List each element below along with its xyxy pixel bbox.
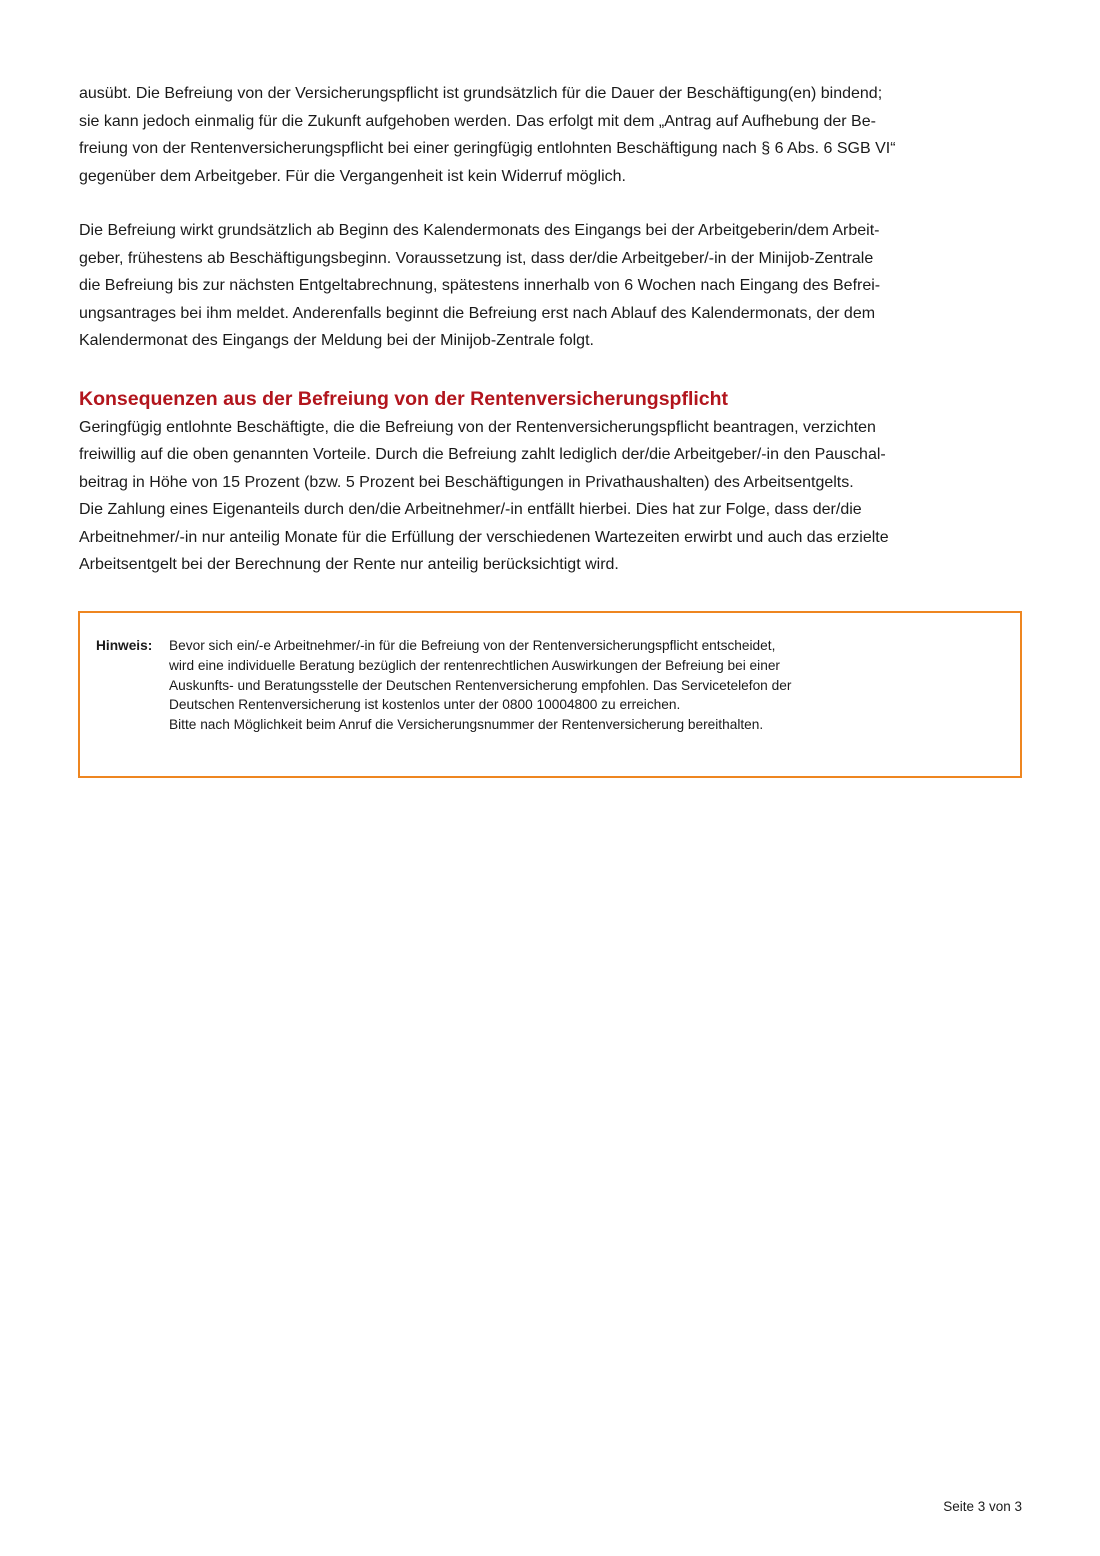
text-line: Die Zahlung eines Eigenanteils durch den/die Arbeitnehmer/-in entfällt hierbei. Dies hat zur Folge, dass der/die xyxy=(79,501,862,518)
text-line: die Befreiung bis zur nächsten Entgeltabrechnung, spätestens innerhalb von 6 Wochen nach Eingang des Befrei- xyxy=(79,277,881,294)
paragraph-befreiung-bindend xyxy=(79,80,1022,190)
text-line: Bitte nach Möglichkeit beim Anruf die Versicherungsnummer der Rentenversicherung bereithalten. xyxy=(169,717,764,733)
hinweis-box xyxy=(78,611,1022,778)
text-line: freiwillig auf die oben genannten Vorteile. Durch die Befreiung zahlt lediglich der/die Arbeitgeber/-in den Pauschal- xyxy=(79,446,886,463)
text-line: Auskunfts- und Beratungsstelle der Deutschen Rentenversicherung empfohlen. Das Servicetelefon der xyxy=(169,677,792,693)
text-line: Arbeitnehmer/-in nur anteilig Monate für die Erfüllung der verschiedenen Wartezeiten erwirbt und auch das erzielte xyxy=(79,528,889,546)
text-line: Kalendermonat des Eingangs der Meldung bei der Minijob-Zentrale folgt. xyxy=(79,332,594,349)
text-line: Deutschen Rentenversicherung ist kostenlos unter der 0800 10004800 zu erreichen. xyxy=(169,697,681,713)
hinweis-text xyxy=(169,636,791,735)
text-line: ausübt. Die Befreiung von der Versicherungspflicht ist grundsätzlich für die Dauer der Beschäftigung(en) bindend; xyxy=(79,85,883,102)
document-body xyxy=(79,80,1022,579)
text-line: Die Befreiung wirkt grundsätzlich ab Beginn des Kalendermonats des Eingangs bei der Arbeitgeberin/dem Arbeit- xyxy=(79,222,880,239)
text-line: geber, frühestens ab Beschäftigungsbeginn. Voraussetzung ist, dass der/die Arbeitgeber/-in der Minijob-Zentrale xyxy=(79,249,874,267)
hinweis-label: Hinweis: xyxy=(96,638,153,653)
text-line: wird eine individuelle Beratung bezüglich der rentenrechtlichen Auswirkungen der Befreiung bei einer xyxy=(169,657,780,673)
text-line: Arbeitsentgelt bei der Berechnung der Rente nur anteilig berücksichtigt wird. xyxy=(79,556,619,573)
text-line: freiung von der Rentenversicherungspflicht bei einer geringfügig entlohnten Beschäftigung nach § 6 Abs. 6 SGB VI“ xyxy=(79,140,896,157)
text-line: sie kann jedoch einmalig für die Zukunft aufgehoben werden. Das erfolgt mit dem „Antrag auf Aufhebung der Be- xyxy=(79,112,876,130)
text-line: beitrag in Höhe von 15 Prozent (bzw. 5 Prozent bei Beschäftigungen in Privathaushalten) des Arbeitsentgelts. xyxy=(79,473,854,491)
text-line: gegenüber dem Arbeitgeber. Für die Vergangenheit ist kein Widerruf möglich. xyxy=(79,167,626,185)
page-number: Seite 3 von 3 xyxy=(943,1499,1022,1514)
paragraph-befreiung-wirkung xyxy=(79,217,1022,355)
text-line: ungsantrages bei ihm meldet. Anderenfalls beginnt die Befreiung erst nach Ablauf des Kalendermonats, der dem xyxy=(79,304,876,322)
text-line: Geringfügig entlohnte Beschäftigte, die die Befreiung von der Rentenversicherungspflicht beantragen, verzichten xyxy=(79,418,876,436)
section-heading: Konsequenzen aus der Befreiung von der Rentenversicherungspflicht xyxy=(79,387,729,410)
paragraph-konsequenzen xyxy=(79,414,1022,579)
text-line: Bevor sich ein/-e Arbeitnehmer/-in für die Befreiung von der Rentenversicherungspflicht entscheidet, xyxy=(169,638,776,653)
